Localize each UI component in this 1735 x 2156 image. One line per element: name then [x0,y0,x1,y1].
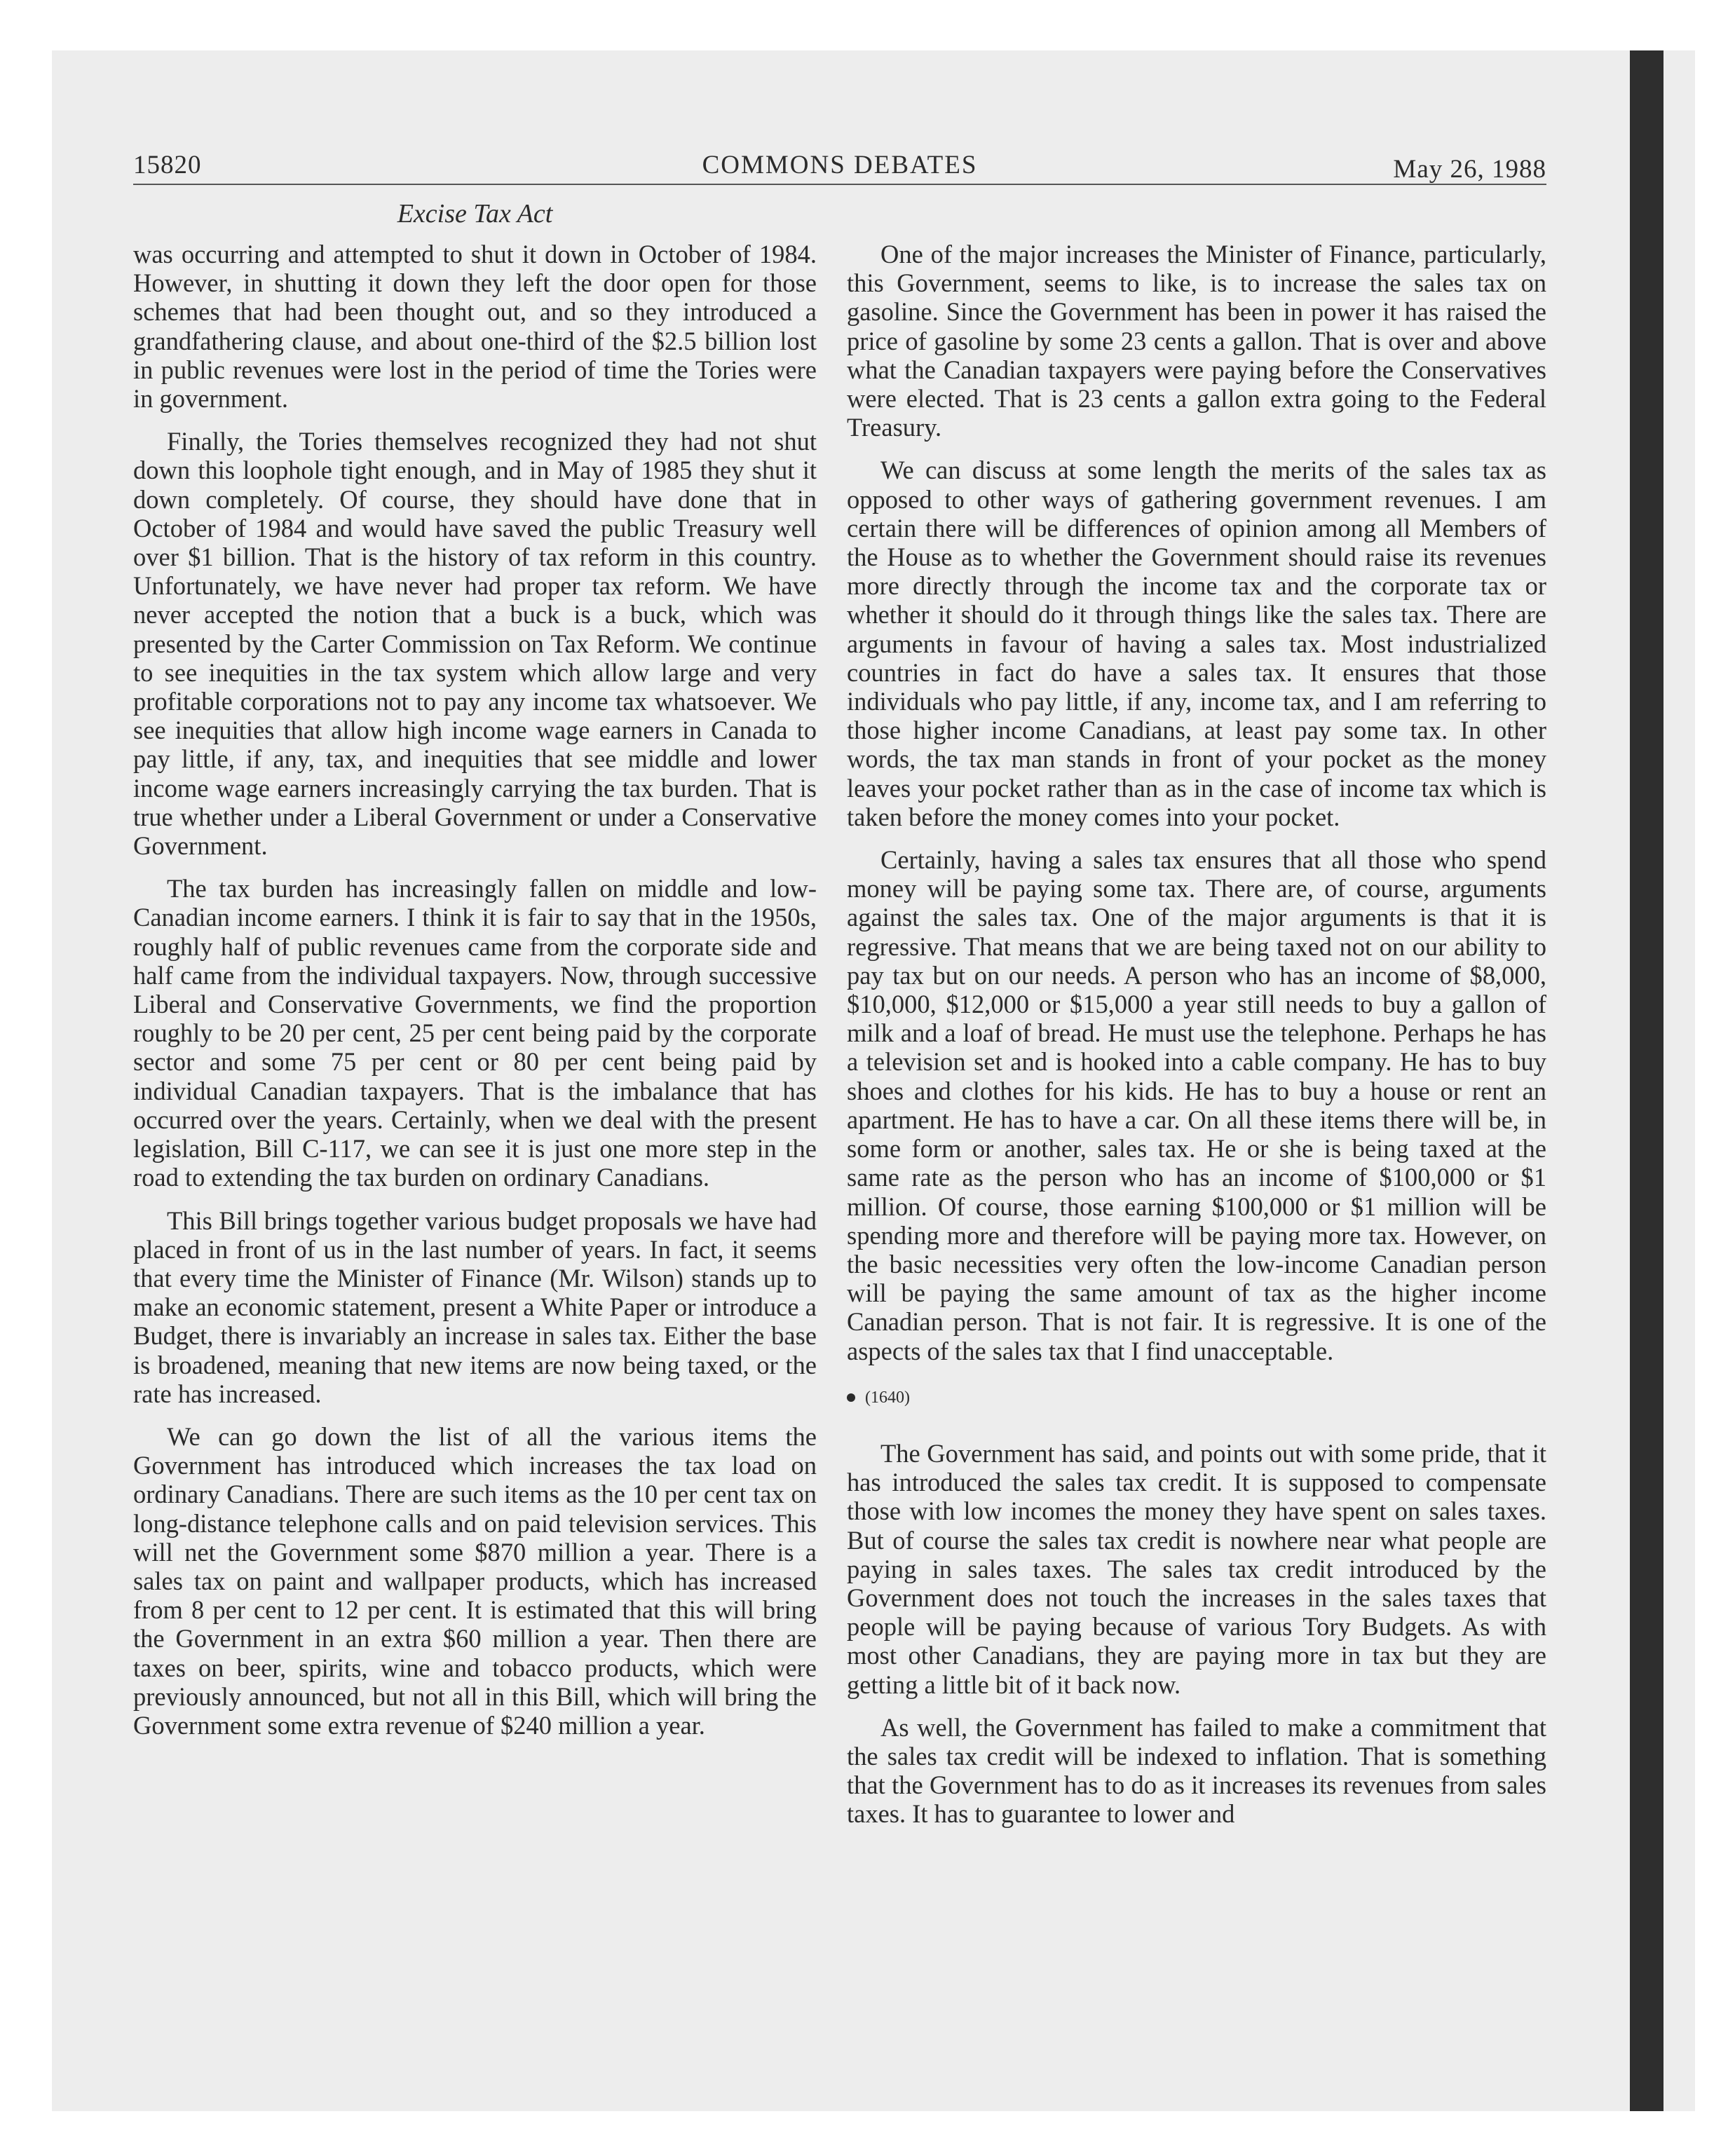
left-column [133,240,817,1754]
paragraph: The Government has said, and points out with some pride, that it has introduced the sales tax credit. It is supposed to compensate those with low incomes the money they have spent on sales taxes. But of course the sales tax credit is nowhere near what people are paying in sales taxes. The sales tax credit introduced by the Government does not touch the increases in the sales taxes that people will be paying because of various Tory Budgets. As with most other Canadians, they are paying more in tax but they are getting a little bit of it back now. [847,1438,1546,1699]
bullet-icon [847,1393,855,1402]
page-number: 15820 [133,151,202,179]
paragraph: Finally, the Tories themselves recognized they had not shut down this loophole tight enough, and in May of 1985 they shut it down completely. Of course, they should have done that in October of 1984 and would have saved the public Treasury well over $1 billion. That is the history of tax reform in this country. Unfortunately, we have never had proper tax reform. We have never accepted the notion that a buck is a buck, which was presented by the Carter Commission on Tax Reform. We continue to see inequities in the tax system which allow large and very profitable corporations not to pay any income tax whatsoever. We see inequities that allow high income wage earners in Canada to pay little, if any, tax, and inequities that see middle and lower income wage earners increasingly carrying the tax burden. That is true whether under a Liberal Government or under a Conservative Government. [133,427,817,861]
paragraph: We can discuss at some length the merits of the sales tax as opposed to other ways of gathering government revenues. I am certain there will be differences of opinion among all Members of the House as to whether the Government should raise its revenues more directly through the income tax and the corporate tax or whether it should do it through things like the sales tax. There are arguments in favour of having a sales tax. Most industrialized countries in fact do have a sales tax. It ensures that those individuals who pay little, if any, income tax, and I am referring to those higher income Canadians, at least pay some tax. In other words, the tax man stands in front of your pocket as the money leaves your pocket rather than as in the case of income tax which is taken before the money comes into your pocket. [847,456,1546,831]
right-column [847,240,1546,1843]
paragraph: The tax burden has increasingly fallen on middle and low-Canadian income earners. I think it is fair to say that in the 1950s, roughly half of public revenues came from the corporate side and half came from the individual taxpayers. Now, through successive Liberal and Conservative Governments, we find the proportion roughly to be 20 per cent, 25 per cent being paid by the corporate sector and some 75 per cent or 80 per cent being paid by individual Canadian taxpayers. That is the imbalance that has occurred over the years. Certainly, when we deal with the present legislation, Bill C-117, we can see it is just one more step in the road to extending the tax burden on ordinary Canadians. [133,874,817,1192]
header-rule [133,184,1546,185]
paragraph: We can go down the list of all the various items the Government has introduced which increases the tax load on ordinary Canadians. There are such items as the 10 per cent tax on long-distance telephone calls and on paid television services. This will net the Government some $870 million a year. There is a sales tax on paint and wallpaper products, which has increased from 8 per cent to 12 per cent. It is estimated that this will bring the Government in an extra $60 million a year. Then there are taxes on beer, spirits, wine and tobacco products, which were previously announced, but not all in this Bill, which will bring the Government some extra revenue of $240 million a year. [133,1421,817,1740]
page-date: May 26, 1988 [1393,155,1546,184]
publication-title: COMMONS DEBATES [702,151,978,179]
time-marker-label: (1640) [865,1388,910,1407]
section-title: Excise Tax Act [397,199,553,228]
paragraph: was occurring and attempted to shut it down in October of 1984. However, in shutting it down they left the door open for those schemes that had been thought out, and so they introduced a grandfathering clause, and about one-third of the $2.5 billion lost in public revenues were lost in the period of time the Tories were in government. [133,240,817,414]
paragraph: This Bill brings together various budget proposals we have had placed in front of us in the last number of years. In fact, it seems that every time the Minister of Finance (Mr. Wilson) stands up to make an economic statement, present a White Paper or introduce a Budget, there is invariably an increase in sales tax. Either the base is broadened, meaning that new items are now being taxed, or the rate has increased. [133,1206,817,1408]
paragraph: As well, the Government has failed to make a commitment that the sales tax credit will be indexed to inflation. That is something that the Government has to do as it increases its revenues from sales taxes. It has to guarantee to lower and [847,1712,1546,1829]
time-marker [847,1384,1546,1412]
page-header [133,144,1546,184]
page-binding-edge [1630,50,1663,2111]
paragraph: One of the major increases the Minister of Finance, particularly, this Government, seems to like, is to increase the sales tax on gasoline. Since the Government has been in power it has raised the price of gasoline by some 23 cents a gallon. That is over and above what the Canadian taxpayers were paying before the Conservatives were elected. That is 23 cents a gallon extra going to the Federal Treasury. [847,240,1546,442]
paragraph: Certainly, having a sales tax ensures that all those who spend money will be paying some tax. There are, of course, arguments against the sales tax. One of the major arguments is that it is regressive. That means that we are being taxed not on our ability to pay tax but on our needs. A person who has an income of $8,000, $10,000, $12,000 or $15,000 a year still needs to buy a gallon of milk and a loaf of bread. He must use the telephone. Perhaps he has a television set and is hooked into a cable company. He has to buy shoes and clothes for his kids. He has to buy a house or rent an apartment. He has to have a car. On all these items there will be, in some form or another, sales tax. He or she is being taxed at the same rate as the person who has an income of $100,000 or $1 million. Of course, those earning $100,000 or $1 million will be spending more and therefore will be paying more tax. However, on the basic necessities very often the low-income Canadian person will be paying the same amount of tax as the higher income Canadian person. That is not fair. It is regressive. It is one of the aspects of the sales tax that I find unacceptable. [847,845,1546,1365]
